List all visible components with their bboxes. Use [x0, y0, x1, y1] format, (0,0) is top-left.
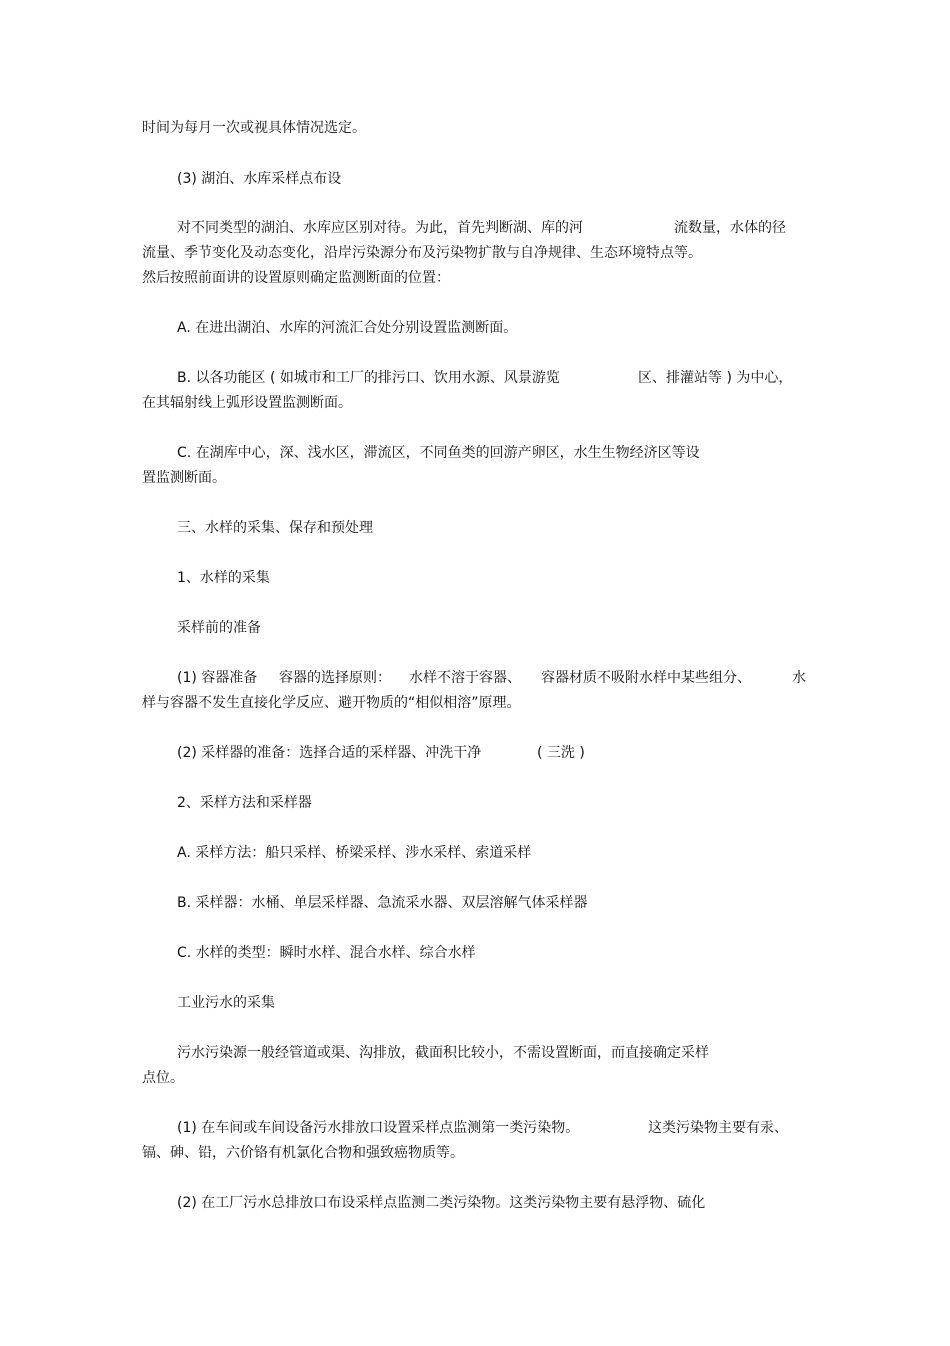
section-heading: 三、水样的采集、保存和预处理: [177, 520, 373, 536]
text-line-segment: 容器材质不吸附水样中某些组分、: [541, 670, 751, 686]
list-item: (2) 在工厂污水总排放口布设采样点监测二类污染物。这类污染物主要有悬浮物、硫化: [177, 1195, 706, 1211]
text-line-segment: ( 三洗 ): [537, 745, 585, 761]
list-item: A. 在进出湖泊、水库的河流汇合处分别设置监测断面。: [177, 320, 518, 336]
text-line-segment: 水: [792, 670, 806, 686]
text-line: 流量、季节变化及动态变化，沿岸污染源分布及污染物扩散与自净规律、生态环境特点等。: [142, 245, 702, 261]
text-line-segment: 容器的选择原则：: [279, 670, 391, 686]
text-line: 污水污染源一般经管道或渠、沟排放，截面积比较小，不需设置断面，而直接确定采样: [177, 1045, 709, 1061]
subheading: 采样前的准备: [177, 620, 261, 636]
section-heading: (3) 湖泊、水库采样点布设: [177, 171, 342, 187]
text-line-segment: 这类污染物主要有汞、: [648, 1120, 788, 1136]
section-heading: 1、水样的采集: [177, 570, 270, 586]
text-line-segment: 流数量，水体的径: [674, 220, 786, 236]
list-item: C. 水样的类型：瞬时水样、混合水样、综合水样: [177, 945, 476, 961]
text-line: 在其辐射线上弧形设置监测断面。: [142, 395, 352, 411]
text-line: 对不同类型的湖泊、水库应区别对待。为此，首先判断湖、库的河: [177, 220, 583, 236]
list-item: B. 以各功能区 ( 如城市和工厂的排污口、饮用水源、风景游览: [177, 370, 560, 386]
text-line: 样与容器不发生直接化学反应、避开物质的“相似相溶”原理。: [142, 695, 521, 711]
list-item: C. 在湖库中心，深、浅水区，滞流区，不同鱼类的回游产卵区，水生生物经济区等设: [177, 445, 700, 461]
section-heading: 2、采样方法和采样器: [177, 795, 312, 811]
text-line: 置监测断面。: [142, 470, 226, 486]
subheading: 工业污水的采集: [177, 995, 275, 1011]
list-item: (2) 采样器的准备：选择合适的采样器、冲洗干净: [177, 745, 482, 761]
list-item: (1) 在车间或车间设备污水排放口设置采样点监测第一类污染物。: [177, 1120, 580, 1136]
text-line: 时间为每月一次或视具体情况选定。: [142, 120, 366, 136]
list-item: B. 采样器：水桶、单层采样器、急流采水器、双层溶解气体采样器: [177, 895, 588, 911]
text-line: 镉、砷、铅，六价铬有机氯化合物和强致癌物质等。: [142, 1145, 464, 1161]
list-item: A. 采样方法：船只采样、桥梁采样、涉水采样、索道采样: [177, 845, 532, 861]
text-line-segment: 水样不溶于容器、: [409, 670, 521, 686]
text-line-segment: 区、排灌站等 ) 为中心，: [638, 370, 793, 386]
list-item: (1) 容器准备: [177, 670, 258, 686]
text-line: 然后按照前面讲的设置原则确定监测断面的位置：: [142, 270, 450, 286]
text-line: 点位。: [142, 1070, 184, 1086]
